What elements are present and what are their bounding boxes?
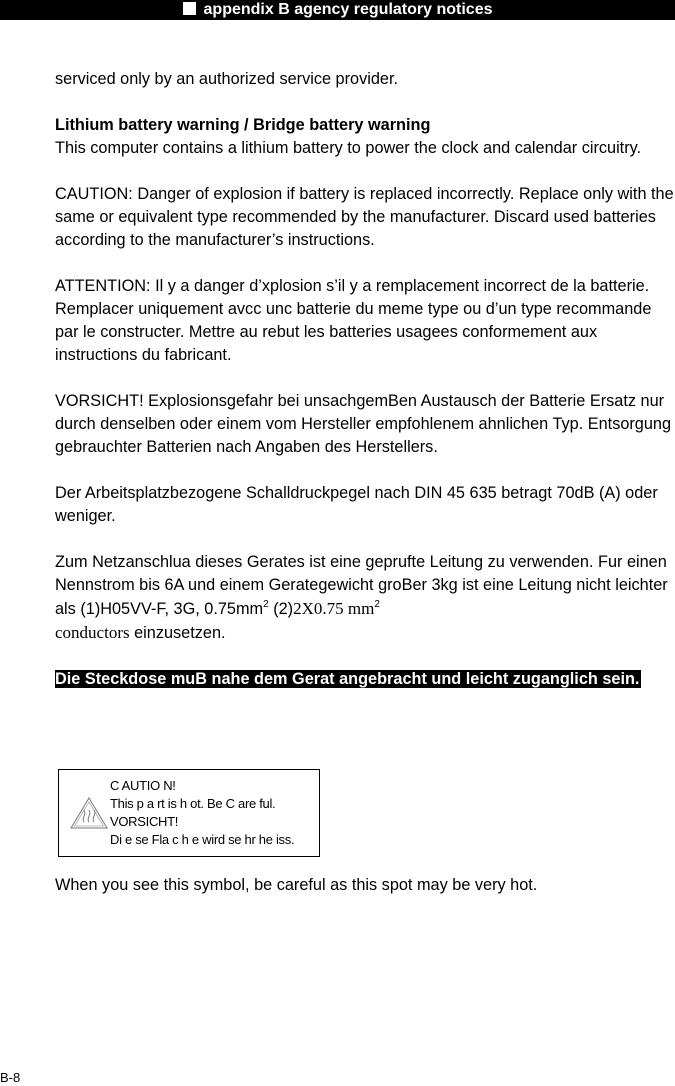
netz-superscript-2: 2 (374, 599, 380, 610)
netz-superscript-1: 2 (263, 599, 269, 610)
netz-serif-2: conductors (55, 623, 130, 642)
paragraph-steckdose (55, 668, 675, 691)
steckdose-highlight: Die Steckdose muB nahe dem Gerat angebracht und leicht zuganglich sein. (55, 670, 640, 688)
caution-line-3: VORSICHT! (110, 814, 179, 829)
netz-serif-1: 2X0.75 mm (293, 599, 375, 618)
document-body (55, 68, 675, 714)
netz-text-3: einzusetzen. (129, 624, 226, 642)
header-square-icon (183, 2, 196, 15)
caution-line-4: Di e se Fla c h e wird se hr he iss. (110, 832, 295, 847)
paragraph-schalldruck: Der Arbeitsplatzbezogene Schalldruckpegel nach DIN 45 635 betragt 70dB (A) oder weniger. (55, 484, 658, 525)
lithium-body: This computer contains a lithium battery to power the clock and calendar circuitry. (55, 139, 642, 157)
paragraph-serviced: serviced only by an authorized service provider. (55, 70, 398, 88)
paragraph-caution-en: CAUTION: Danger of explosion if battery is replaced incorrectly. Replace only with the same or equivalent type recommended by the manufacturer. Discard used batteries according to the manufacturer’s instructions. (55, 185, 674, 249)
paragraph-netzanschluss (55, 551, 675, 645)
section-header-bar (0, 0, 675, 20)
page-number: B-8 (0, 1070, 21, 1085)
netz-text-1: Zum Netzanschlua dieses Gerates ist eine geprufte Leitung zu verwenden. Fur einen Nennstrom bis 6A und einem Gerategewicht groBer 3kg ist eine Leitung nicht leichter als (1)H05VV-F, 3G, 0.75mm (55, 553, 668, 618)
symbol-note: When you see this symbol, be careful as this spot may be very hot. (55, 876, 538, 894)
paragraph-vorsicht-de: VORSICHT! Explosionsgefahr bei unsachgemBen Austausch der Batterie Ersatz nur durch denselben oder einem vom Hersteller empfohlenem ahnlichen Typ. Entsorgung gebrauchter Batterien nach Angaben des Herstellers. (55, 392, 672, 456)
caution-label-box (58, 769, 320, 857)
hot-surface-warning-icon (69, 796, 109, 830)
paragraph-attention-fr: ATTENTION: Il y a danger d’xplosion s’il y a remplacement incorrect de la batterie. Remplacer uniquement avcc unc batterie du meme type ou d’un type recommande par le constructer. Mettre au rebut les batteries usagees conformement aux instructions du fabricant. (55, 277, 652, 364)
section-header-title: appendix B agency regulatory notices (203, 1, 493, 18)
netz-text-2: (2) (268, 600, 294, 618)
caution-label-text (110, 777, 294, 849)
paragraph-lithium (55, 114, 675, 160)
caution-line-1: C AUTIO N! (110, 778, 176, 793)
lithium-heading: Lithium battery warning / Bridge battery warning (55, 116, 431, 134)
caution-line-2: This p a rt is h ot. Be C are ful. (110, 796, 276, 811)
